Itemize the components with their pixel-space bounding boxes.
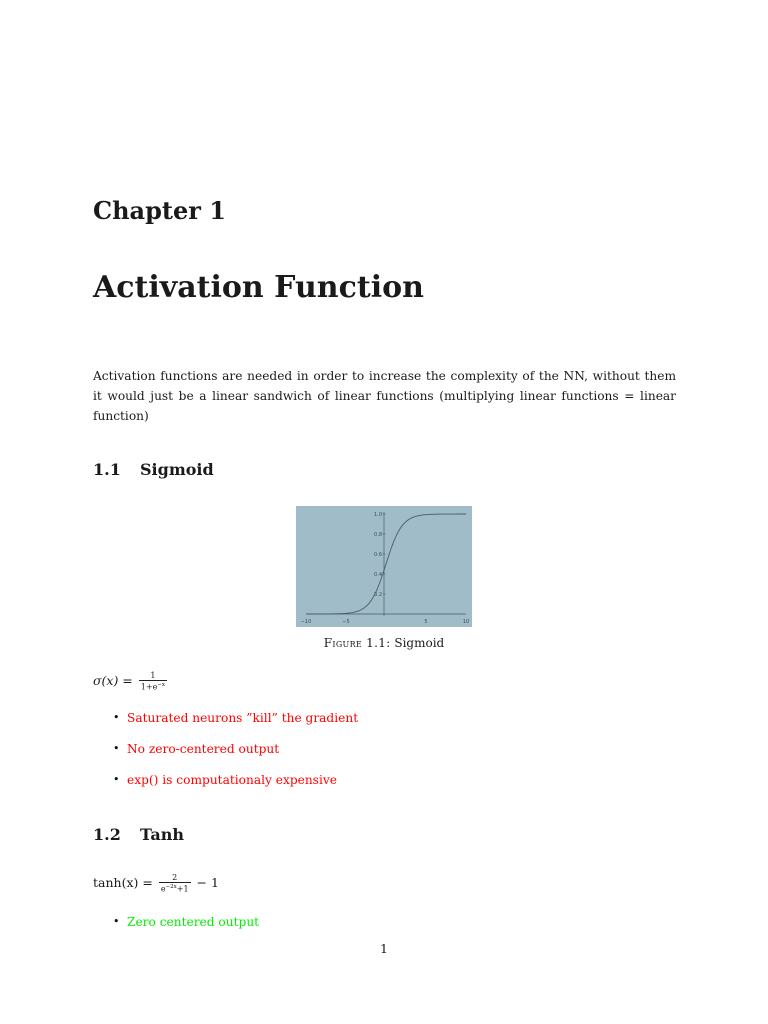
page-number: 1 [380, 941, 388, 956]
section-number: 1.1 [93, 460, 121, 479]
sigmoid-formula [93, 671, 169, 692]
figure-caption [0, 636, 768, 650]
formula-lhs: tanh(x) = [93, 874, 153, 890]
y-tick-label: 0.6 [374, 552, 382, 558]
fraction-denominator [159, 883, 191, 894]
x-tick-label: −5 [342, 619, 350, 625]
x-tick-label: 10 [462, 619, 470, 625]
sigmoid-bullet-list [113, 711, 358, 804]
chapter-title: Activation Function [93, 270, 424, 305]
fraction-denominator [139, 681, 167, 692]
bullet-icon: • [113, 773, 120, 786]
section-title: Sigmoid [140, 460, 214, 479]
intro-paragraph: Activation functions are needed in order to increase the complexity of the NN, without them it would just be a linear sandwich of linear functions (multiplying linear functions = linear function) [93, 369, 676, 423]
denominator-exponent: −x [157, 682, 166, 688]
y-tick-label: 1.0 [374, 512, 382, 518]
fraction-numerator: 2 [159, 873, 191, 883]
list-item [113, 742, 358, 773]
list-item [113, 773, 358, 804]
x-tick-label: −10 [300, 619, 312, 625]
sigmoid-figure [296, 506, 472, 627]
y-tick-label: 0.2 [374, 592, 382, 598]
bullet-text: No zero-centered output [127, 742, 280, 756]
bullet-text: Zero centered output [127, 915, 260, 929]
y-tick-label: 0.8 [374, 532, 382, 538]
bullet-text: Saturated neurons ”kill” the gradient [127, 711, 359, 725]
formula-fraction [159, 873, 191, 894]
section-number: 1.2 [93, 825, 121, 844]
section-title: Tanh [140, 825, 185, 844]
denominator-base: 1+e [140, 682, 158, 692]
formula-lhs: σ(x) = [93, 672, 133, 688]
caption-text: Sigmoid [394, 636, 445, 650]
section-heading-sigmoid [93, 460, 214, 479]
caption-prefix: Figure 1.1: [323, 636, 391, 650]
formula-fraction [139, 671, 167, 692]
bullet-text: exp() is computationaly expensive [127, 773, 337, 787]
formula-tail: − 1 [196, 874, 219, 890]
x-tick-label: 5 [424, 619, 428, 625]
bullet-icon: • [113, 742, 120, 755]
fraction-numerator: 1 [139, 671, 167, 681]
y-tick-label: 0.4 [374, 572, 382, 578]
section-heading-tanh [93, 825, 184, 844]
bullet-icon: • [113, 915, 120, 928]
list-item [113, 711, 358, 742]
tanh-formula [93, 873, 219, 894]
denominator-exponent: −2x [165, 884, 177, 890]
chapter-label: Chapter 1 [93, 196, 226, 225]
denominator-base: e [160, 884, 166, 894]
denominator-tail: +1 [176, 884, 189, 894]
bullet-icon: • [113, 711, 120, 724]
